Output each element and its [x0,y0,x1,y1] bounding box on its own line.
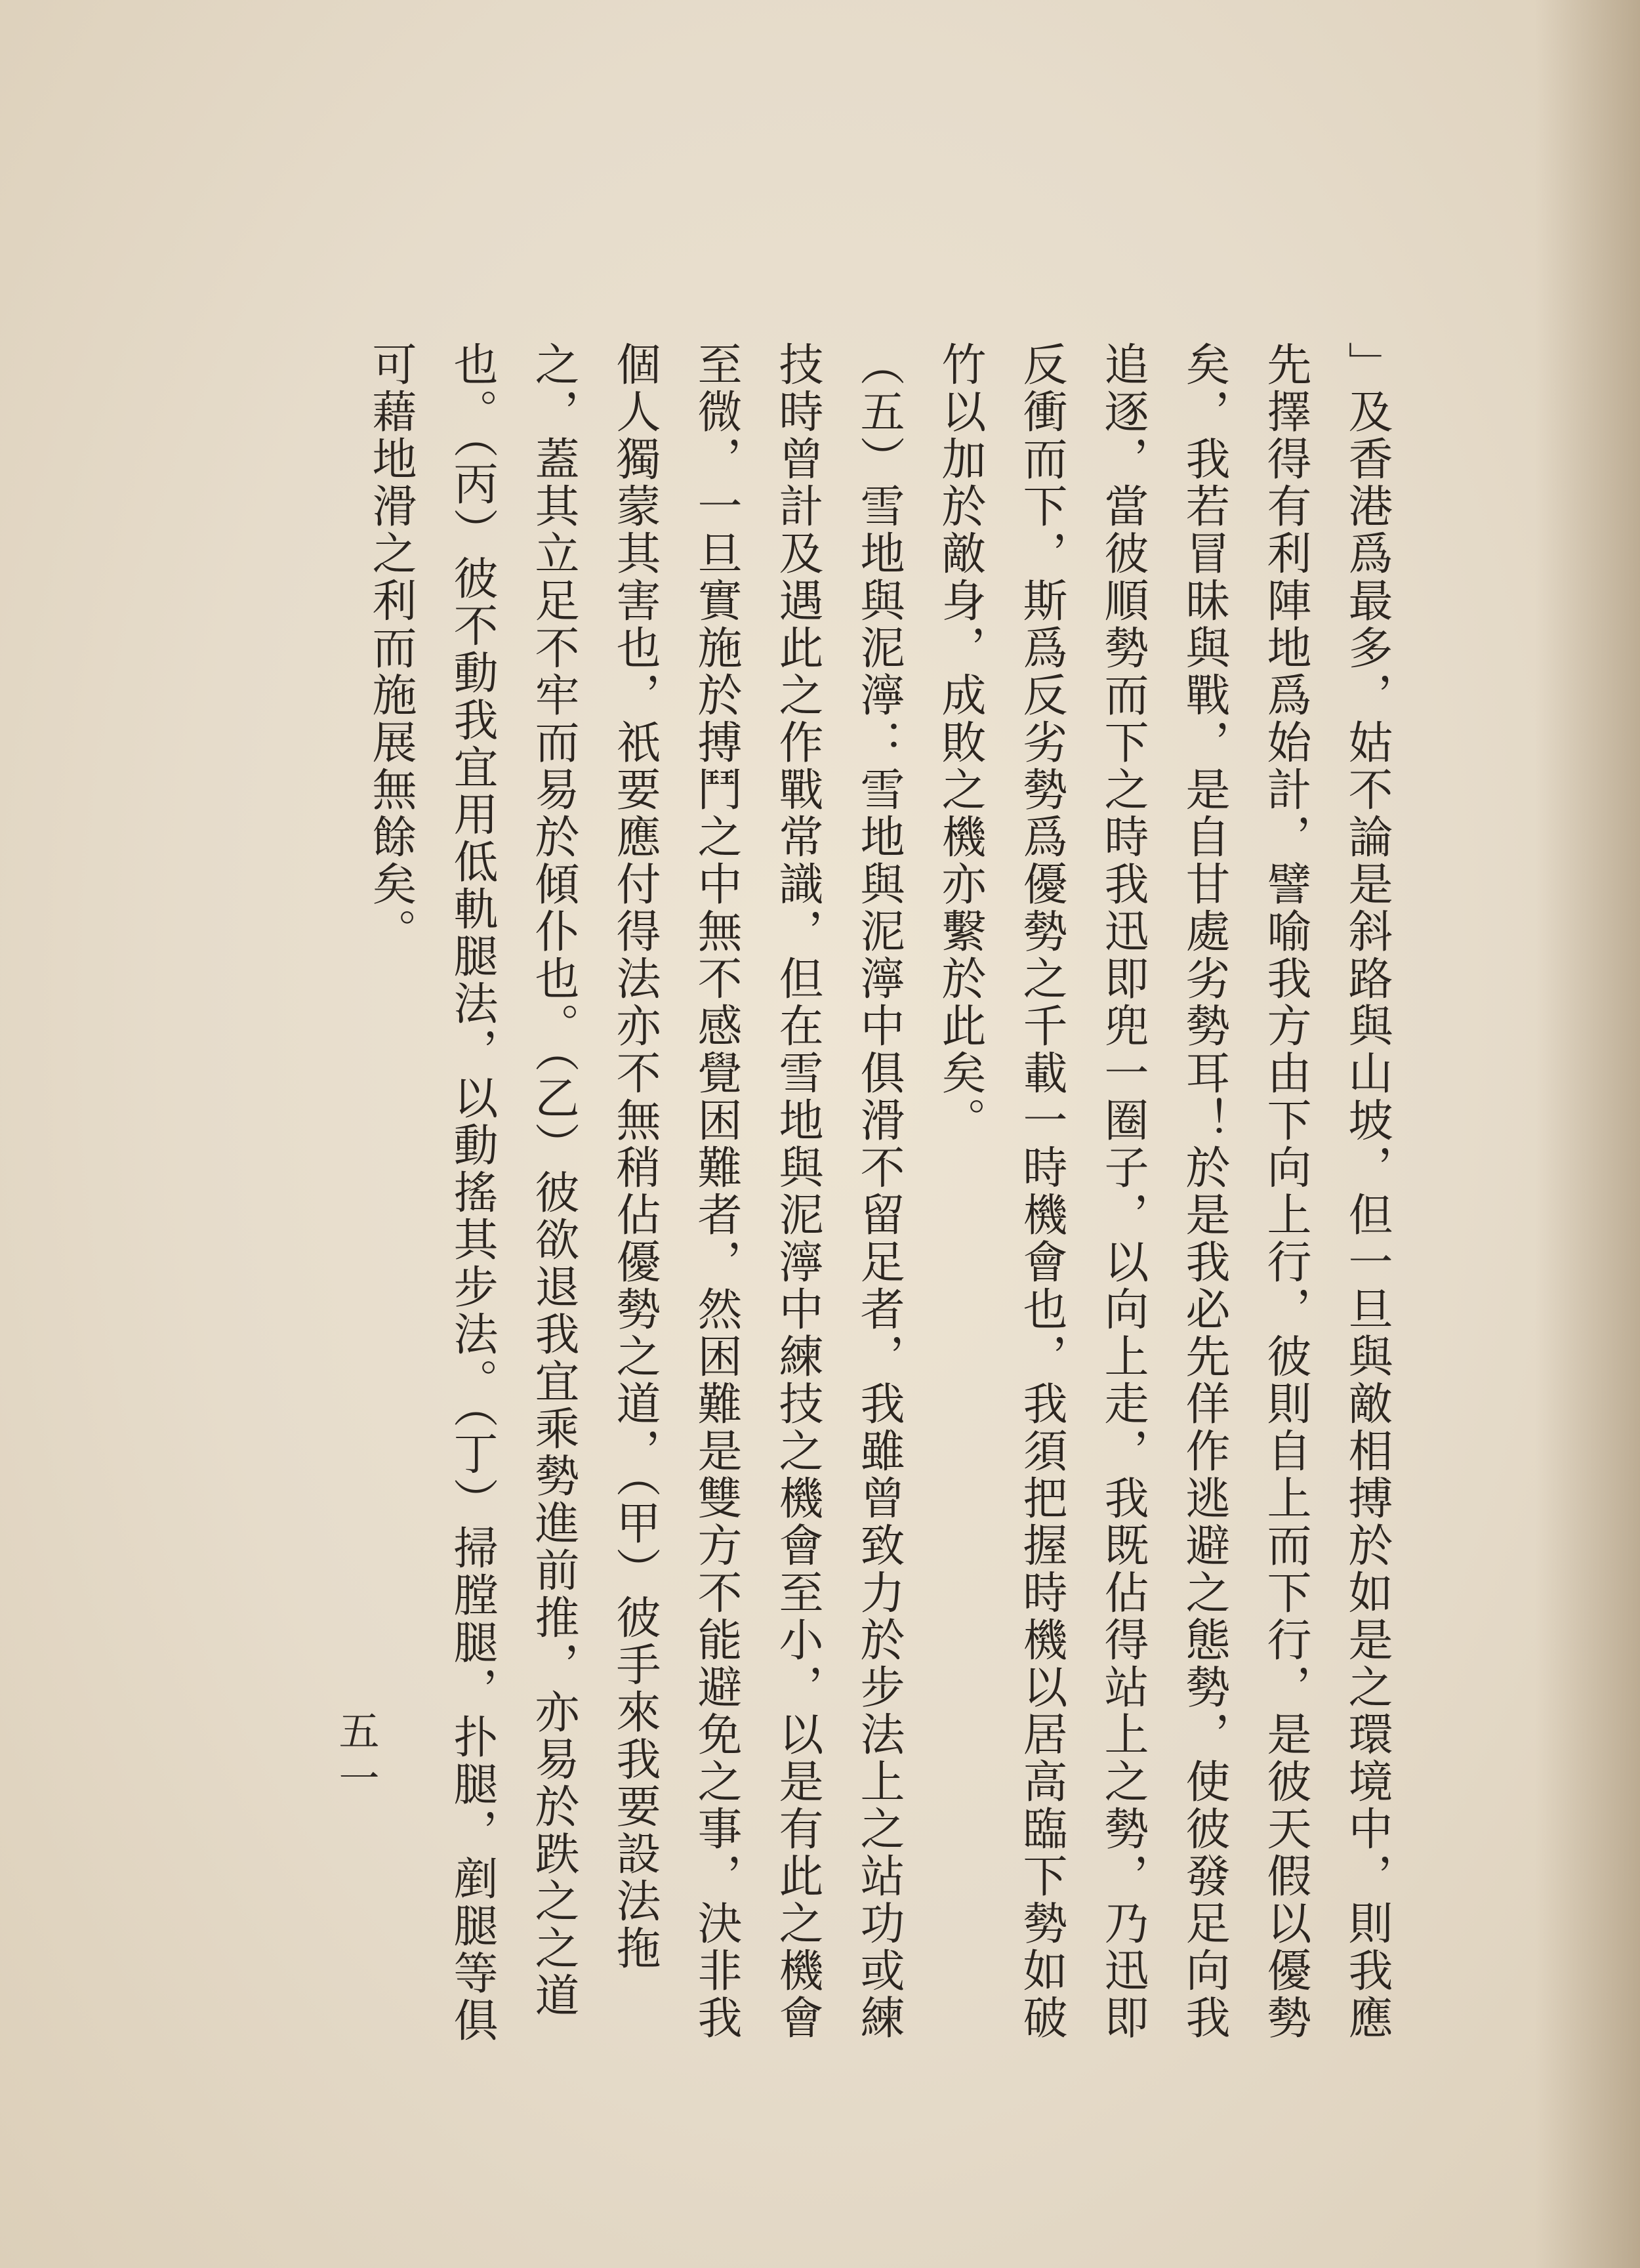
paragraph: （五）雪地與泥濘：雪地與泥濘中俱滑不留足者，我雖曾致力於步法上之站功或練技時曾計及遇此之作戰常識，但在雪地與泥濘中練技之機會至小，以是有此之機會至微，一旦實施於搏鬥之中無不感覺困難者，然困難是雙方不能避免之事，決非我個人獨蒙其害也，祇要應付得法亦不無稍佔優勢之道，（甲）彼手來我要設法拖之，蓋其立足不牢而易於傾仆也。（乙）彼欲退我宜乘勢進前推，亦易於跌之之道也。（丙）彼不動我宜用低軌腿法，以動搖其步法。（丁）掃膛腿，扑腿，剷腿等俱可藉地滑之利而施展無餘矣。 [365,341,905,2044]
paragraph: 」及香港爲最多，姑不論是斜路與山坡，但一旦與敵相搏於如是之環境中，則我應先擇得有利陣地爲始計，譬喻我方由下向上行，彼則自上而下行，是彼天假以優勢矣，我若冒昧與戰，是自甘處劣勢耳！於是我必先佯作逃避之態勢，使彼發足向我追逐，當彼順勢而下之時我迅即兜一圈子，以向上走，我既佔得站上之勢，乃迅即反衝而下，斯爲反劣勢爲優勢之千載一時機會也，我須把握時機以居高臨下勢如破竹以加於敵身，成敗之機亦繫於此矣。 [934,341,1393,2042]
page-number: 五一 [332,1710,380,1804]
body-text [350,341,1407,2060]
page-edge-shadow [1535,0,1640,2268]
